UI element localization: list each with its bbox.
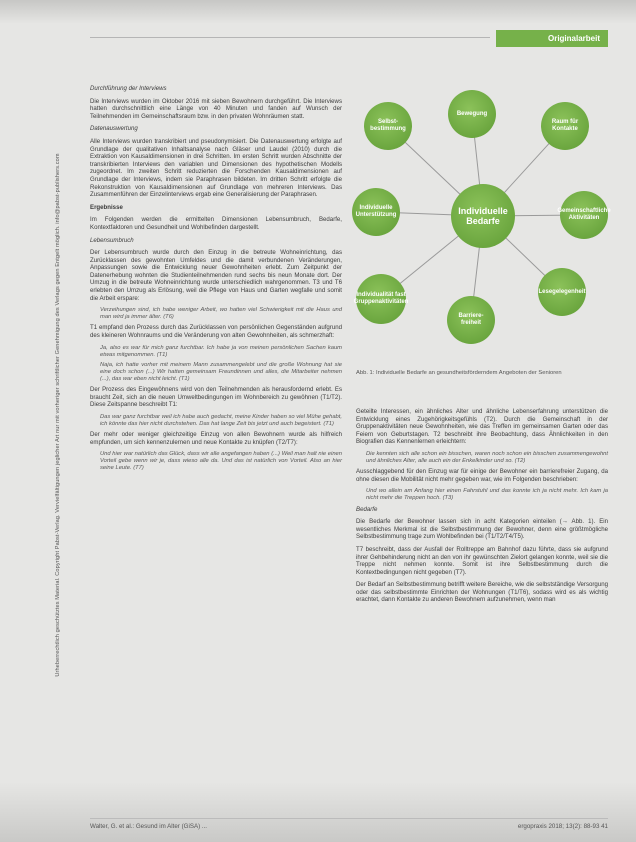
paragraph: Der Prozess des Eingewöhnens wird von den Teilnehmenden als herausfordernd erlebt. Es braucht Zeit, sich an die neuen Umweltbedingungen im Wohnbereich zu gewöhnen (T1/T2). Diese Zeitspanne beschreibt T1: (90, 386, 342, 409)
right-column (356, 408, 608, 609)
interview-quote: Das war ganz furchtbar weil ich habe auch gedacht, meine Kinder haben so viel Mühe gehabt, ich könnte das hier nicht durchstehen. Das hat lange Zeit bis jetzt und auch begeistert. (T1) (100, 413, 342, 427)
node-self-determination: Selbst-bestimmung (364, 102, 412, 150)
center-node-individual-needs: Individuelle Bedarfe (451, 184, 515, 248)
footer-citation: Walter, G. et al.: Gesund im Alter (GiSA) ... (90, 823, 208, 830)
scan-shadow-bottom (0, 782, 636, 842)
interview-quote: Verzeihungen sind, ich habe weniger Arbeit, wo hatten viel Schwierigkeit mit die Haus und man wird ja immer älter. (T6) (100, 307, 342, 321)
left-column (90, 82, 342, 476)
paragraph: Alle Interviews wurden transkribiert und pseudonymisiert. Die Datenauswertung erfolgte auf Grundlage der qualitativen Inhaltsanalyse nach Gläser und Laudel (2010) durch die Extraktion von Kausaldimensionen in drei Schritten. Im ersten Schritt wurden Abschnitte der transkribierten Interviews den variablen und Dimensionen des hypothetischen Modells zugeordnet. Im zweiten Schritt reduzierten die Forschenden Kausaldimensionen auf Grundlage der Interviews, indem sie Paraphrasen bildeten. Im dritten Schritt erfolgte die Rekonstruktion von Kausaldimensionen auf Grundlage von mehreren Interviews. Das Zusammenführen der Einzelinterviews ergab eine Generalisierung der Paraphrasen. (90, 137, 342, 199)
node-individuality-group-activities: Individualität fast Gruppenaktivitäten (356, 274, 406, 324)
footer-rule (90, 818, 608, 819)
heading-life-change: Lebensumbruch (90, 236, 134, 244)
paragraph: Der Lebensumbruch wurde durch den Einzug in die betreute Wohneinrichtung, das Zurücklassen des gewohnten Umfeldes und die damit verbundenen Veränderungen, Anpassungen sowie die Entwicklung neuer Gewohnheiten erlebt. Zum Zeitpunkt der Datenerhebung wohnten die Studienteilnehmenden rund sechs bis neun Monate dort. Der Umzug in die betreute Wohneinrichtung wurde unterschiedlich wahrgenommen. T3 und T6 erlebten den Umzug als Erlösung, weil die Pflege von Haus und Garten wegfalle und somit die Arbeit erspare: (90, 249, 342, 302)
node-accessibility: Barriere-freiheit (447, 296, 495, 344)
figure-caption: Abb. 1: Individuelle Bedarfe an gesundheitsförderndem Angeboten der Senioren (356, 370, 562, 376)
paragraph: Im Folgenden werden die ermittelten Dimensionen Lebensumbruch, Bedarfe, Kontextfaktoren und Gesundheit und Wohlbefinden dargestellt. (90, 216, 342, 231)
paragraph: Ausschlaggebend für den Einzug war für einige der Bewohner ein barrierefreier Zugang, da ohne diesen die Mobilität nicht mehr gegeben war, wie im Folgenden beschrieben: (356, 468, 608, 483)
heading-needs: Bedarfe (356, 505, 378, 513)
paragraph: Der Bedarf an Selbstbestimmung betrifft weitere Bereiche, wie die selbstständige Versorgung oder das selbstbestimmte Einrichten der Wohnungen (T1/T6), sodass wird es als wichtig erachtet, dann Kontakte zu anderen Bewohnern aufzunehmen, wenn man (356, 581, 608, 604)
paragraph: Die Bedarfe der Bewohner lassen sich in acht Kategorien einteilen (→ Abb. 1). Ein wesentliches Merkmal ist die Selbstbestimmung der Bewohner, denn eine größtmögliche Selbstbestimmung trage zum Wohlbefinden bei (T1/T2/T4/T5). (356, 518, 608, 541)
paragraph: Die Interviews wurden im Oktober 2016 mit sieben Bewohnern durchgeführt. Die Interviews hatten durchschnittlich eine Länge von 40 Minuten und fanden auf Wunsch der Teilnehmenden im Gemeinschaftsraum bzw. in den privaten Wohnräumen statt. (90, 97, 342, 120)
copyright-side-note (52, 30, 64, 800)
node-movement: Bewegung (448, 90, 496, 138)
node-community-activities: Gemeinschaftliche Aktivitäten (560, 191, 608, 239)
paragraph: Der mehr oder weniger gleichzeitige Einzug von allen Bewohnern wurde als hilfreich empfunden, um sich kennenzulernen und neue Kontakte zu knüpfen (T2/T7): (90, 431, 342, 446)
paragraph: T1 empfand den Prozess durch das Zurücklassen von persönlichen Gegenständen aufgrund des kleineren Wohnraums und die Veränderung von alten Gewohnheiten, als schmerzhaft: (90, 324, 342, 340)
heading-data-analysis: Datenauswertung (90, 125, 138, 133)
heading-interviews: Durchführung der Interviews (90, 85, 167, 92)
interview-quote: Die kennten sich alle schon ein bisschen, waren noch schon ein bisschen zusammengewohnt und ähnliches Alter, alle auch ein der Enkelkinder und so. (T2) (366, 450, 608, 465)
scan-shadow-top (0, 0, 636, 24)
interview-quote: Und hier war natürlich das Glück, dass wir alle angefangen haben (...) Weil man halt nie einen Vorteil gebe wenn wir je, dass wieso alle da. Und das ist natürlich von Vorteil. Also an hier seine Leute. (T7) (100, 451, 342, 472)
interview-quote: Ja, also es war für mich ganz furchtbar. Ich habe ja von meinen persönlichen Sachen kaum etwas mitgenommen. (T1) (100, 344, 342, 358)
interview-quote: Und wo allein am Anfang hier einen Fahrstuhl und das konnte ich ja nicht mehr. Ich kam ja nicht mehr die Treppen hoch. (T3) (366, 488, 608, 502)
interview-quote: Naja, ich hatte vorher mit meinem Mann zusammengelebt und die große Wohnung hat sie eine doch schon (...) Wir hatten gemeinsam Freundinnen und alles, die Mitarbeiter nehmen (...), das war eben nicht leicht. (T1) (100, 361, 342, 382)
article-type-badge: Originalarbeit (496, 30, 608, 47)
copyright-side-note-text: Urheberrechtlich geschütztes Material. Copyright Pabst-Verlag. Vervielfältigungen jeglicher Art nur mit vorheriger schriftlicher Genehmigung des Verlags gegen Entgelt möglich. info@pabst-publishers.com (55, 153, 61, 677)
footer-journal-info: ergopraxis 2018; 13(2): 88-93 41 (517, 823, 608, 830)
paragraph: T7 beschreibt, dass der Ausfall der Rolltreppe am Bahnhof dazu führte, dass sie aufgrund ihrer Gehbehinderung nicht an den von ihr gewünschten Zielort gelangen konnte, weil sie die Treppe nicht nehmen konnte. Somit ist ihre Selbstbestimmung durch die Kontextbedingungen nicht gegeben (T7). (356, 545, 608, 576)
heading-results: Ergebnisse (90, 203, 123, 211)
paragraph: Geteilte Interessen, ein ähnliches Alter und ähnliche Lebenserfahrung unterstützen die Entwicklung eines Zugehörigkeitsgefühls (T2). Durch die Gemeinschaft in der Gruppenaktivitäten neue Gewohnheiten, wie das Treffen im gemeinsamen Garten oder das Feiern von Geburtstagen. T2 beschreibt ihre Beobachtung, dass Ähnlichkeiten in den Biografien das Kennenlernen erleichtern: (356, 408, 608, 446)
node-space-for-contacts: Raum für Kontakte (541, 102, 589, 150)
node-reading-opportunity: Lesegelegenheit (538, 268, 586, 316)
node-individual-support: Individuelle Unterstützung (352, 188, 400, 236)
needs-diagram (352, 86, 614, 364)
header-rule (90, 37, 490, 38)
